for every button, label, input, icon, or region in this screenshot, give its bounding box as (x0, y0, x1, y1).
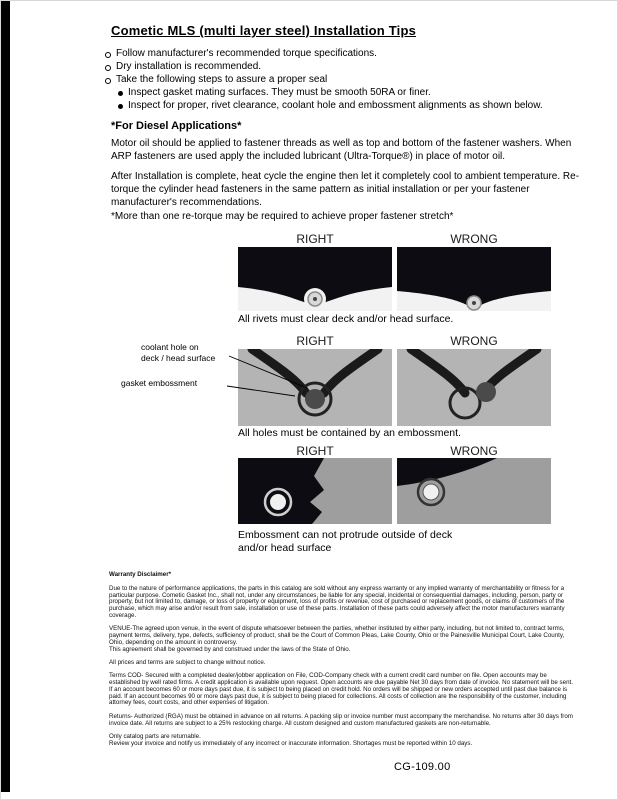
list-item (105, 61, 595, 74)
protrusion-right-diagram (238, 458, 392, 524)
rivet-wrong-diagram (397, 247, 551, 311)
warranty-paragraph: VENUE-The agreed upon venue, in the event of dispute whatsoever between the parties, whether instituted by either party, including, but not limited to, contract terms, payment terms, delivery, type, defects, sufficiency of product, shall be the Court of Common Pleas, Lake County, Ohio or the Painesville Municipal Court, Lake County, Ohio, depending on the amount in controversy. (109, 625, 565, 646)
warranty-paragraph: Terms COD- Secured with a completed dealer/jobber application on File, COD-Company check with a current credit card number on file. Open accounts may be established by well rated firms. A credit application is available upon request. Open accounts are due payable Net 30 days from date of invoice. No statement will be sent. If an account becomes 60 or more days past due, it is subject to being placed on credit hold. No orders will be shipped or new orders accepted until past due balance is paid. If an account becomes 90 or more days past due, it is subject to being placed for collections. All costs of collection are the responsibility of the customer, including attorney fees, court costs, and other expenses of litigation. (109, 672, 573, 707)
warranty-paragraph: Review your invoice and notify us immediately of any incorrect or inaccurate information. Shortages must be reported within 10 days. (109, 739, 473, 747)
list-item-text: Inspect gasket mating surfaces. They must be smooth 50RA or finer. (128, 87, 431, 98)
warranty-disclaimer (109, 572, 574, 754)
open-bullet-icon (105, 52, 111, 58)
list-item-text: Take the following steps to assure a proper seal (116, 74, 328, 85)
sub-list-item (118, 87, 595, 100)
page-code: CG-109.00 (394, 761, 451, 773)
rivet-right-drawing (238, 247, 392, 311)
protrusion-right-drawing (238, 458, 392, 524)
warranty-paragraph: All prices and terms are subject to change without notice. (109, 658, 266, 666)
rivet-right-diagram (238, 247, 392, 311)
open-bullet-icon (105, 65, 111, 71)
filled-bullet-icon (118, 104, 123, 109)
diesel-section-heading: *For Diesel Applications* (111, 120, 242, 132)
diesel-paragraph-1: Motor oil should be applied to fastener threads as well as top and bottom of the fastener washers. When ARP fasteners are used apply the included lubricant (Ultra-Torque®) in place of motor oil. (111, 138, 572, 162)
retorque-note: *More than one re-torque may be required to achieve proper fastener stretch* (111, 211, 454, 222)
embossment-wrong-drawing (397, 349, 551, 426)
embossment-right-drawing (238, 349, 392, 426)
warranty-paragraph: Due to the nature of performance applications, the parts in this catalog are sold without any express warranty or any implied warranty of merchantability or fitness for a particular purpose. Cometic Gasket Inc., shall not, under any circumstances, be liable for any special, incidental or consequential damages, including, person, party or property, but not limited to, damage, or loss of property or equipment, loss of profits or revenue, cost of purchased or replacement goods, or claims of customers of the purchase, which may arise and/or result from sale, installation or use of these parts. Installation of these parts could adversely affect the motor manufacturers warranty coverage. (109, 584, 565, 619)
protrusion-caption: Embossment can not protrude outside of deck and/or head surface (238, 529, 453, 554)
rivet-caption: All rivets must clear deck and/or head surface. (238, 313, 454, 325)
coolant-hole-icon (305, 389, 325, 409)
list-item-text: Follow manufacturer's recommended torque specifications. (116, 48, 377, 59)
sub-list-item (118, 100, 595, 113)
right-column-label: RIGHT (296, 444, 334, 458)
warranty-heading: Warranty Disclaimer* (109, 571, 172, 578)
page-edge-bar (1, 1, 10, 792)
holes-caption: All holes must be contained by an embossment. (238, 427, 461, 439)
protrusion-wrong-drawing (397, 458, 551, 524)
wrong-column-label: WRONG (450, 232, 498, 246)
warranty-paragraph: Only catalog parts are returnable. (109, 732, 201, 740)
wrong-column-label: WRONG (450, 444, 498, 458)
list-item-text: Inspect for proper, rivet clearance, coolant hole and embossment alignments as shown below. (128, 100, 543, 111)
bolt-hole-icon (423, 484, 439, 500)
embossment-wrong-diagram (397, 349, 551, 426)
embossment-right-diagram (238, 349, 392, 426)
page-title: Cometic MLS (multi layer steel) Installation Tips (111, 23, 417, 38)
bolt-hole-icon (270, 494, 286, 510)
filled-bullet-icon (118, 91, 123, 96)
annotation-line: deck / head surface (141, 352, 216, 363)
warranty-paragraph: Returns- Authorized (RGA) must be obtained in advance on all returns. A packing slip or invoice number must accompany the merchandise. No returns after 30 days from invoice date. All returns are subject to a 25% restocking charge. All custom designed and custom manufactured gaskets are non-returnable. (109, 712, 573, 727)
rivet-wrong-drawing (397, 247, 551, 311)
diesel-paragraph-2: After Installation is complete, heat cycle the engine then let it completely cool to ambient temperature. Re-torque the cylinder head fasteners in the same pattern as initial installation or per your fastener manufacturer's recommendations. (111, 171, 580, 208)
right-column-label: RIGHT (296, 232, 334, 246)
annotation-line: coolant hole on (141, 342, 199, 352)
coolant-hole-icon (476, 382, 496, 402)
coolant-hole-annotation (141, 342, 231, 363)
open-bullet-icon (105, 78, 111, 84)
list-item (105, 74, 595, 87)
protrusion-wrong-diagram (397, 458, 551, 524)
wrong-column-label: WRONG (450, 334, 498, 348)
embossment-annotation: gasket embossment (121, 378, 198, 388)
right-column-label: RIGHT (296, 334, 334, 348)
installation-tips-list (105, 48, 595, 113)
warranty-paragraph: This agreement shall be governed by and construed under the laws of the State of Ohio. (109, 645, 351, 653)
list-item-text: Dry installation is recommended. (116, 61, 262, 72)
list-item (105, 48, 595, 61)
